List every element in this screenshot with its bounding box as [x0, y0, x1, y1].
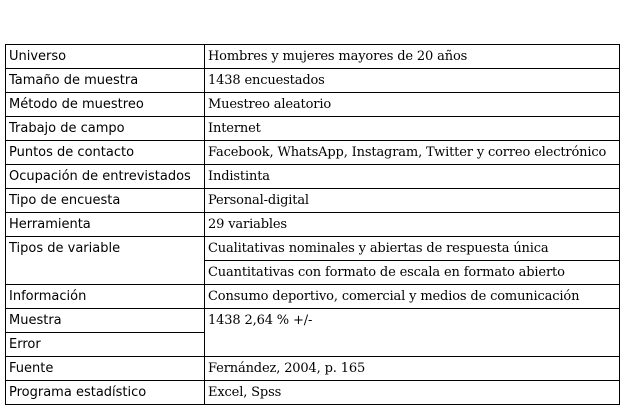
row-value-informacion: Consumo deportivo, comercial y medios de comunicación	[205, 285, 620, 309]
row-value-metodo-muestreo: Muestreo aleatorio	[205, 93, 620, 117]
row-label-tamano-muestra: Tamaño de muestra	[6, 69, 205, 93]
row-value-ocupacion: Indistinta	[205, 165, 620, 189]
table-row	[6, 237, 620, 261]
row-label-ocupacion: Ocupación de entrevistados	[6, 165, 205, 189]
survey-technical-sheet-table	[5, 44, 620, 405]
table-row	[6, 189, 620, 213]
row-value-tipo-encuesta: Personal-digital	[205, 189, 620, 213]
row-value-fuente: Fernández, 2004, p. 165	[205, 357, 620, 381]
table-row	[6, 213, 620, 237]
table-row	[6, 309, 620, 333]
row-value-tipos-variable-2: Cuantitativas con formato de escala en formato abierto	[205, 261, 620, 285]
table-row	[6, 357, 620, 381]
table-row	[6, 45, 620, 69]
table-row	[6, 141, 620, 165]
row-label-informacion: Información	[6, 285, 205, 309]
row-label-programa: Programa estadístico	[6, 381, 205, 405]
table-row	[6, 381, 620, 405]
table-row	[6, 285, 620, 309]
row-label-fuente: Fuente	[6, 357, 205, 381]
row-label-tipos-variable: Tipos de variable	[6, 237, 205, 285]
row-label-puntos-contacto: Puntos de contacto	[6, 141, 205, 165]
row-value-muestra-error: 1438 2,64 % +/-	[205, 309, 620, 357]
table-row	[6, 165, 620, 189]
table-row	[6, 117, 620, 141]
row-label-error: Error	[6, 333, 205, 357]
row-label-metodo-muestreo: Método de muestreo	[6, 93, 205, 117]
row-value-trabajo-campo: Internet	[205, 117, 620, 141]
table-row	[6, 93, 620, 117]
row-value-tipos-variable-1: Cualitativas nominales y abiertas de respuesta única	[205, 237, 620, 261]
row-label-muestra: Muestra	[6, 309, 205, 333]
row-value-universo: Hombres y mujeres mayores de 20 años	[205, 45, 620, 69]
row-value-tamano-muestra: 1438 encuestados	[205, 69, 620, 93]
row-label-tipo-encuesta: Tipo de encuesta	[6, 189, 205, 213]
row-label-universo: Universo	[6, 45, 205, 69]
row-value-herramienta: 29 variables	[205, 213, 620, 237]
table-row	[6, 69, 620, 93]
row-label-trabajo-campo: Trabajo de campo	[6, 117, 205, 141]
row-value-programa: Excel, Spss	[205, 381, 620, 405]
row-label-herramienta: Herramienta	[6, 213, 205, 237]
row-value-puntos-contacto: Facebook, WhatsApp, Instagram, Twitter y correo electrónico	[205, 141, 620, 165]
